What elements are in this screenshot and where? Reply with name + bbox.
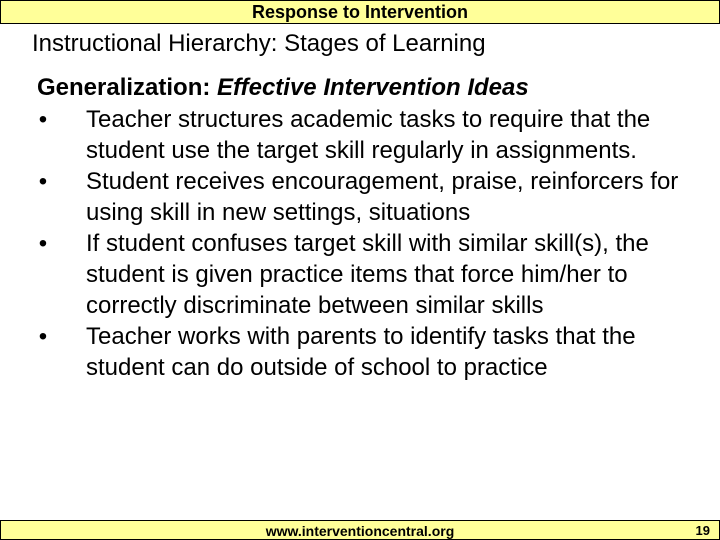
bullet-item bbox=[37, 166, 707, 228]
bullet-marker: • bbox=[38, 106, 48, 133]
footer-url-link[interactable]: www.interventioncentral.org bbox=[265, 523, 455, 539]
bullet-text: Student receives encouragement, praise, reinforcers for using skill in new settings, situations bbox=[86, 168, 679, 226]
header-banner bbox=[0, 0, 720, 24]
bullet-item bbox=[37, 104, 707, 166]
page-number: 19 bbox=[695, 523, 710, 538]
slide-subtitle: Instructional Hierarchy: Stages of Learning bbox=[32, 30, 486, 57]
bullet-text: Teacher structures academic tasks to require that the student use the target skill regularly in assignments. bbox=[86, 106, 651, 164]
bullet-marker: • bbox=[38, 323, 48, 350]
bullet-list bbox=[37, 104, 707, 383]
bullet-item bbox=[37, 321, 707, 383]
section-heading bbox=[37, 72, 707, 104]
bullet-item bbox=[37, 228, 707, 321]
slide-body bbox=[37, 72, 707, 383]
header-title: Response to Intervention bbox=[251, 2, 469, 22]
section-heading-italic: Effective Intervention Ideas bbox=[217, 74, 529, 101]
bullet-marker: • bbox=[38, 230, 48, 257]
bullet-text: If student confuses target skill with similar skill(s), the student is given practice items that force him/her to correctly discriminate between similar skills bbox=[86, 230, 649, 319]
bullet-text: Teacher works with parents to identify tasks that the student can do outside of school to practice bbox=[86, 323, 636, 381]
bullet-marker: • bbox=[38, 168, 48, 195]
section-heading-label: Generalization: bbox=[37, 74, 218, 101]
